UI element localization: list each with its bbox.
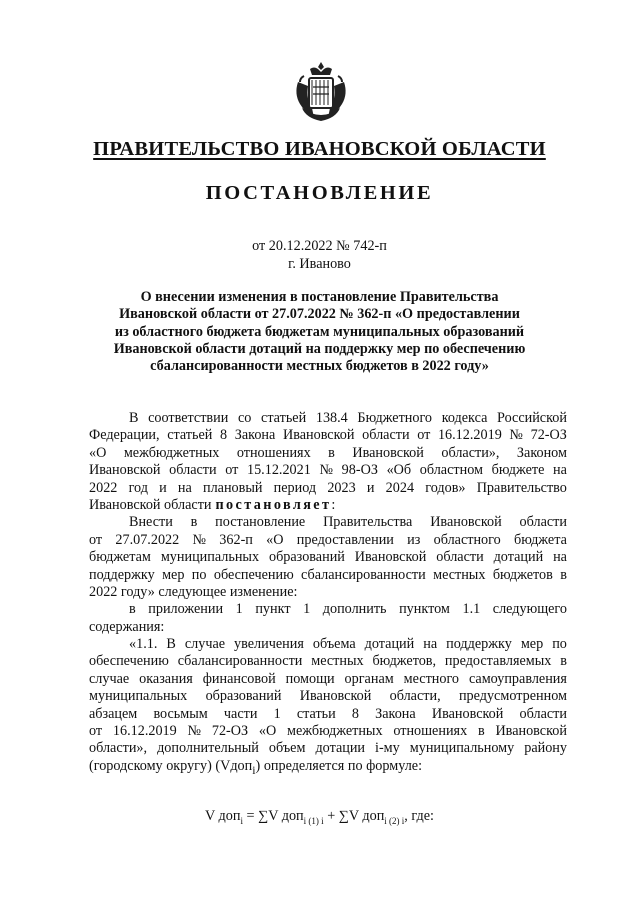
formula — [0, 808, 639, 826]
body-line — [89, 497, 567, 514]
formula-text: = ∑V доп — [242, 808, 304, 824]
body-line: случае оказания финансовой помощи органам местного самоуправления — [89, 670, 567, 687]
document-date-number: от 20.12.2022 № 742-п — [252, 238, 387, 254]
body-line: муниципальных образований Ивановской области, предусмотренном — [89, 688, 567, 705]
formula-text: V доп — [205, 808, 241, 824]
formula-subscript: i — [240, 815, 243, 826]
body-line: Внести в постановление Правительства Ивановской области — [129, 514, 567, 531]
subject-line: из областного бюджета бюджетам муниципальных образований — [114, 323, 525, 340]
body-text: : — [331, 496, 336, 513]
formula-subscript: i (2) i — [384, 815, 405, 826]
subject-line: сбалансированности местных бюджетов в 2022 году» — [150, 358, 489, 375]
document-city: г. Иваново — [288, 256, 351, 272]
body-line: обеспечению сбалансированности местных бюджетов, предоставляемых в — [89, 653, 567, 670]
formula-text: , где: — [404, 808, 434, 824]
body-text — [89, 758, 422, 775]
subject-line: Ивановской области от 27.07.2022 № 362-п «О предоставлении — [119, 306, 520, 323]
body-line: Федерации, статьей 8 Закона Ивановской области от 16.12.2019 № 72-ОЗ — [89, 427, 567, 444]
government-title: ПРАВИТЕЛЬСТВО ИВАНОВСКОЙ ОБЛАСТИ — [93, 138, 546, 160]
subject-line: Ивановской области дотаций на поддержку мер по обеспечению — [113, 340, 526, 357]
document-type-heading: ПОСТАНОВЛЕНИЕ — [205, 182, 434, 204]
formula-text: + ∑V доп — [323, 808, 385, 824]
body-line: от 27.07.2022 № 362-п «О предоставлении из областного бюджета — [89, 531, 567, 548]
body-line: абзацем восьмым части 1 статьи 8 Закона Ивановской области — [89, 705, 567, 722]
body-line: «1.1. В случае увеличения объема дотаций на поддержку мер по — [129, 636, 567, 653]
subscript: i — [252, 762, 256, 777]
body-line: содержания: — [89, 618, 165, 635]
coat-of-arms-emblem — [294, 60, 348, 124]
body-line: 2022 год и на плановый период 2023 и 2024 годов» Правительство — [89, 479, 567, 496]
body-line: Ивановской области от 15.12.2021 № 98-ОЗ «Об областном бюджете на — [89, 462, 567, 479]
body-line: бюджетам муниципальных образований Ивановской области дотаций на — [89, 549, 567, 566]
body-line: области», дополнительный объем дотации i-му муниципальному району — [89, 740, 567, 757]
body-line: поддержку мер по обеспечению сбалансированности местных бюджетов в — [89, 566, 567, 583]
body-text: Ивановской области — [89, 496, 212, 513]
body-text: ) определяется по формуле: — [255, 757, 423, 774]
body-line: в приложении 1 пункт 1 дополнить пунктом 1.1 следующего — [129, 601, 567, 618]
subject-line: О внесении изменения в постановление Правительства — [140, 289, 499, 305]
body-line — [89, 758, 567, 775]
body-line: В соответствии со статьей 138.4 Бюджетного кодекса Российской — [129, 410, 567, 426]
body-line: «О межбюджетных отношениях в Ивановской области», Законом — [89, 444, 567, 461]
resolution-keyword: постановляет — [215, 496, 332, 513]
document-body — [89, 410, 567, 775]
formula-subscript: i (1) i — [303, 815, 324, 826]
body-line: от 16.12.2019 № 72-ОЗ «О межбюджетных отношениях в Ивановской — [89, 723, 567, 740]
document-subject — [60, 289, 579, 375]
body-line: 2022 году» следующее изменение: — [89, 583, 298, 600]
body-text: (городскому округу) (Vдоп — [89, 757, 253, 774]
